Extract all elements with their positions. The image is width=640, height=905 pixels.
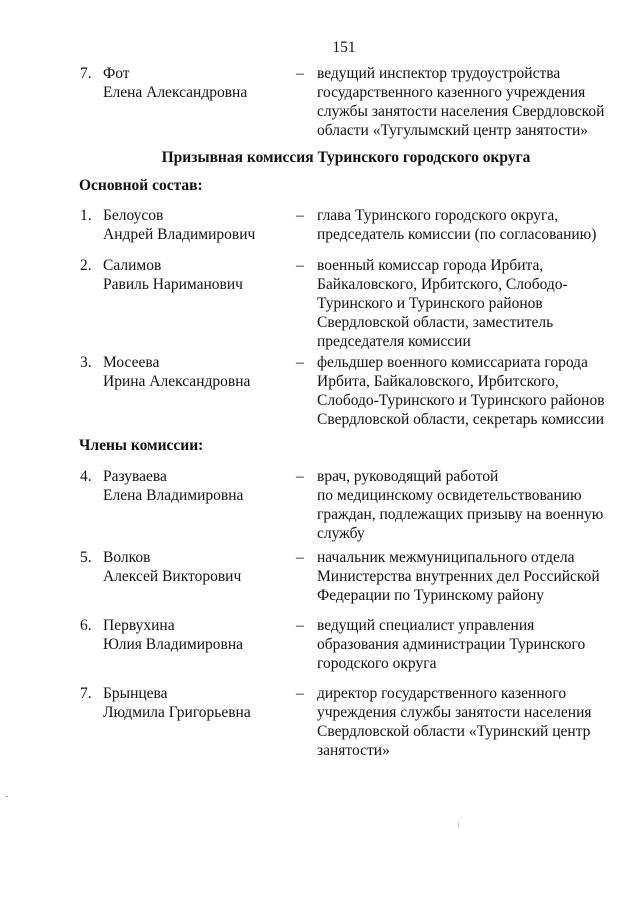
main-section-title: Основной состав: xyxy=(79,177,203,194)
role-line: Свердловской области, заместитель xyxy=(317,314,554,331)
position-description xyxy=(317,256,622,351)
role-line: учреждения службы занятости населения xyxy=(317,704,592,721)
item-number: 6. xyxy=(80,617,92,634)
position-description xyxy=(317,616,622,673)
role-line: образования администрации Туринского xyxy=(317,636,586,653)
surname: Салимов xyxy=(103,257,162,274)
item-number: 7. xyxy=(80,65,92,82)
role-line: председатель комиссии (по согласованию) xyxy=(317,226,597,243)
person-name xyxy=(103,353,293,391)
role-line: глава Туринского городского округа, xyxy=(317,207,559,224)
position-description xyxy=(317,684,622,760)
given-names: Юлия Владимировна xyxy=(103,636,243,653)
dash: – xyxy=(296,354,304,371)
members-section-title: Члены комиссии: xyxy=(79,437,204,454)
given-names: Елена Владимировна xyxy=(103,487,244,504)
role-line: Ирбита, Байкаловского, Ирбитского, xyxy=(317,373,559,390)
role-line: занятости» xyxy=(317,742,390,759)
position-description xyxy=(317,64,622,140)
role-line: области «Тугулымский центр занятости» xyxy=(317,122,589,139)
given-names: Людмила Григорьевна xyxy=(103,704,251,721)
dash: – xyxy=(296,468,304,485)
scan-speck xyxy=(6,796,8,797)
role-line: Слободо-Туринского и Туринского районов xyxy=(317,392,605,409)
role-line: начальник межмуниципального отдела xyxy=(317,549,575,566)
role-line: Министерства внутренних дел Российской xyxy=(317,568,600,585)
person-name xyxy=(103,206,293,244)
surname: Мосеева xyxy=(103,354,160,371)
dash: – xyxy=(296,257,304,274)
given-names: Равиль Нариманович xyxy=(103,276,243,293)
position-description xyxy=(317,206,622,244)
dash: – xyxy=(296,549,304,566)
role-line: службы занятости населения Свердловской xyxy=(317,103,605,120)
commission-heading: Призывная комиссия Туринского городского округа xyxy=(161,149,531,166)
surname: Белоусов xyxy=(103,207,164,224)
given-names: Ирина Александровна xyxy=(103,373,251,390)
role-line: по медицинскому освидетельствованию xyxy=(317,487,582,504)
role-line: Свердловской области «Туринский центр xyxy=(317,723,591,740)
role-line: фельдшер военного комиссариата города xyxy=(317,354,588,371)
position-description xyxy=(317,467,622,543)
page-number: 151 xyxy=(332,39,356,56)
role-line: Федерации по Туринскому району xyxy=(317,587,545,604)
dash: – xyxy=(296,65,304,82)
dash: – xyxy=(296,617,304,634)
role-line: Свердловской области, секретарь комиссии xyxy=(317,411,604,428)
position-description xyxy=(317,353,622,429)
role-line: Байкаловского, Ирбитского, Слободо- xyxy=(317,276,568,293)
person-name xyxy=(103,256,293,294)
role-line: ведущий специалист управления xyxy=(317,617,535,634)
surname: Брынцева xyxy=(103,685,168,702)
item-number: 3. xyxy=(80,354,92,371)
given-names: Андрей Владимирович xyxy=(103,226,256,243)
person-name xyxy=(103,467,293,505)
role-line: врач, руководящий работой xyxy=(317,468,499,485)
dash: – xyxy=(296,685,304,702)
role-line: директор государственного казенного xyxy=(317,685,567,702)
item-number: 7. xyxy=(80,685,92,702)
surname: Фот xyxy=(103,65,130,82)
person-name xyxy=(103,616,293,654)
role-line: председателя комиссии xyxy=(317,333,471,350)
given-names: Елена Александровна xyxy=(103,84,248,101)
surname: Волков xyxy=(103,549,151,566)
role-line: граждан, подлежащих призыву на военную xyxy=(317,506,604,523)
role-line: государственного казенного учреждения xyxy=(317,84,586,101)
person-name xyxy=(103,64,293,102)
role-line: ведущий инспектор трудоустройства xyxy=(317,65,561,82)
dash: – xyxy=(296,207,304,224)
role-line: Туринского и Туринского районов xyxy=(317,295,543,312)
role-line: службу xyxy=(317,525,365,542)
surname: Разуваева xyxy=(103,468,167,485)
item-number: 4. xyxy=(80,468,92,485)
given-names: Алексей Викторович xyxy=(103,568,242,585)
item-number: 1. xyxy=(80,207,92,224)
item-number: 2. xyxy=(80,257,92,274)
role-line: военный комиссар города Ирбита, xyxy=(317,257,544,274)
item-number: 5. xyxy=(80,549,92,566)
scan-speck xyxy=(458,822,459,828)
position-description xyxy=(317,548,622,605)
person-name xyxy=(103,684,293,722)
person-name xyxy=(103,548,293,586)
surname: Первухина xyxy=(103,617,175,634)
role-line: городского округа xyxy=(317,655,437,672)
